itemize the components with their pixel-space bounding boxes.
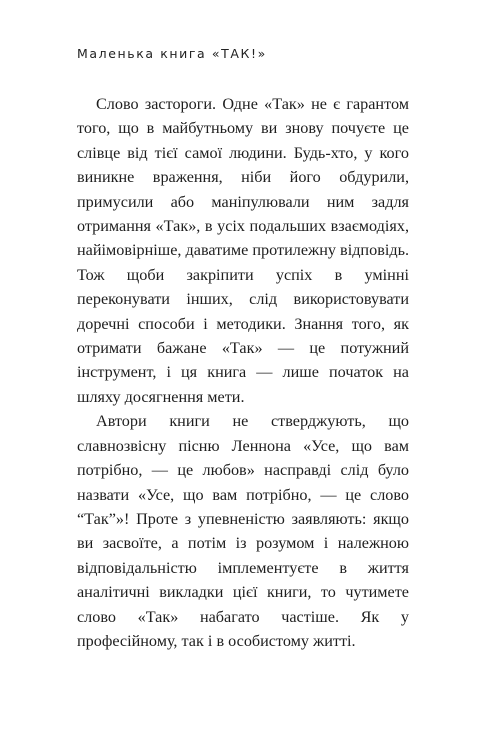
paragraph-1: Слово застороги. Одне «Так» не є гарантом того, що в майбутньому ви знову почуєте це слівце від тієї самої людини. Будь-хто, у кого виникне враження, ніби його обдурили, примусили або маніпулювали ним задля отримання «Так», в усіх подальших взаємодіях, найімовірніше, даватиме протилежну відповідь. Тож щоби закріпити успіх в умінні переконувати інших, слід використовувати доречні способи і методики. Знання того, як отримати бажане «Так» — це потужний інструмент, і ця книга — лише початок на шляху досягнення мети.	[77, 95, 409, 406]
running-head-title: Маленька книга «ТАК!»	[77, 46, 267, 61]
body-text	[77, 92, 409, 653]
paragraph-2: Автори книги не стверджують, що славнозвісну пісню Леннона «Усе, що вам потрібно, — це любов» насправді слід було назвати «Усе, що вам потрібно, — це слово “Так”»! Проте з упевненістю заявляють: якщо ви засвоїте, а потім із розумом і належною відповідальністю імплементуєте в життя аналітичні викладки цієї книги, то чутимете слово «Так» набагато частіше. Як у професійному, так і в особистому житті.	[77, 412, 409, 650]
